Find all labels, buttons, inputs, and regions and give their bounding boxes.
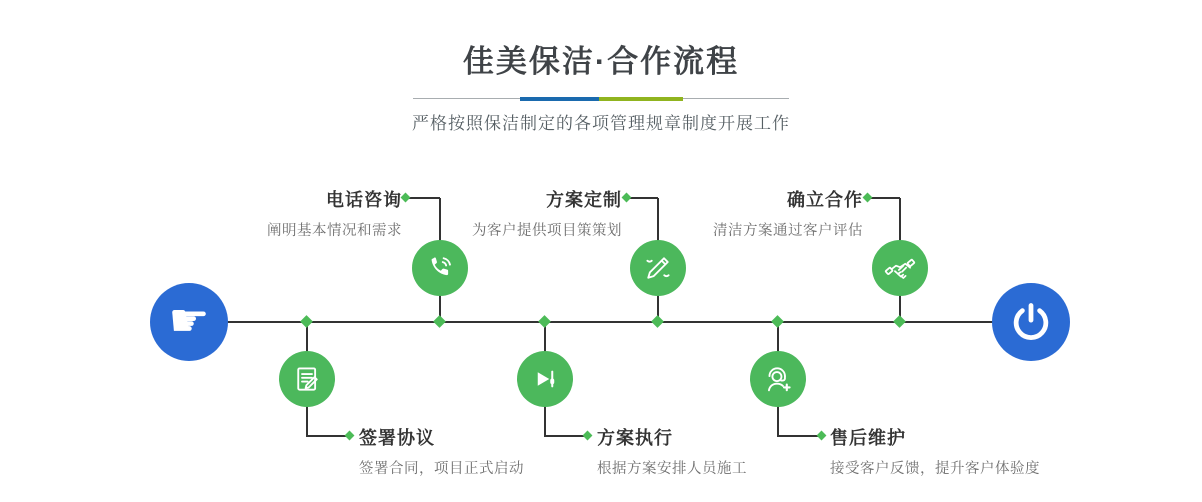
- start-node: [150, 283, 228, 361]
- label-diamond-icon: [817, 431, 827, 441]
- step-label: [359, 424, 524, 478]
- step-node: [412, 240, 468, 296]
- step-title: 电话咨询: [326, 190, 402, 210]
- step-desc: 接受客户反馈，提升客户体验度: [830, 461, 1040, 477]
- page-title: 佳美保洁·合作流程: [462, 44, 740, 79]
- divider-blue-segment: [520, 97, 599, 101]
- step-node: [517, 351, 573, 407]
- timeline-main-line: [215, 321, 995, 323]
- handshake-icon: [884, 252, 916, 284]
- step-label: [267, 186, 402, 240]
- step-title: 方案执行: [597, 428, 673, 448]
- title-divider: [413, 97, 789, 101]
- junction-diamond-icon: [893, 315, 906, 328]
- pointing-hand-icon: ☛: [168, 294, 210, 346]
- phone-call-icon: [425, 253, 455, 283]
- step-node: [279, 351, 335, 407]
- step-node: [872, 240, 928, 296]
- junction-diamond-icon: [300, 315, 313, 328]
- step-title: 签署协议: [359, 428, 435, 448]
- step-node: [630, 240, 686, 296]
- connector-horizontal: [406, 197, 440, 199]
- junction-diamond-icon: [651, 315, 664, 328]
- step-desc: 为客户提供项目策策划: [472, 223, 622, 239]
- label-diamond-icon: [622, 193, 632, 203]
- step-desc: 根据方案安排人员施工: [597, 461, 747, 477]
- step-label: [830, 424, 1040, 478]
- step-title: 方案定制: [546, 190, 622, 210]
- label-diamond-icon: [863, 193, 873, 203]
- step-desc: 签署合同，项目正式启动: [359, 461, 524, 477]
- label-diamond-icon: [345, 431, 355, 441]
- step-label: [597, 424, 747, 478]
- step-node: [750, 351, 806, 407]
- step-desc: 阐明基本情况和需求: [267, 223, 402, 239]
- play-execute-icon: [530, 364, 560, 394]
- step-title: 确立合作: [787, 190, 863, 210]
- pencil-design-icon: [643, 253, 673, 283]
- junction-diamond-icon: [538, 315, 551, 328]
- divider-green-segment: [599, 97, 683, 101]
- step-title: 售后维护: [830, 428, 906, 448]
- connector-horizontal: [868, 197, 900, 199]
- headset-plus-icon: [762, 363, 794, 395]
- connector-horizontal: [777, 435, 822, 437]
- label-diamond-icon: [583, 431, 593, 441]
- step-desc: 清洁方案通过客户评估: [713, 223, 863, 239]
- step-label: [472, 186, 622, 240]
- junction-diamond-icon: [433, 315, 446, 328]
- junction-diamond-icon: [771, 315, 784, 328]
- label-diamond-icon: [401, 193, 411, 203]
- contract-sign-icon: [292, 364, 322, 394]
- end-node: [992, 283, 1070, 361]
- step-label: [713, 186, 863, 240]
- page-subtitle: 严格按照保洁制定的各项管理规章制度开展工作: [412, 114, 790, 133]
- power-icon: [1009, 300, 1053, 344]
